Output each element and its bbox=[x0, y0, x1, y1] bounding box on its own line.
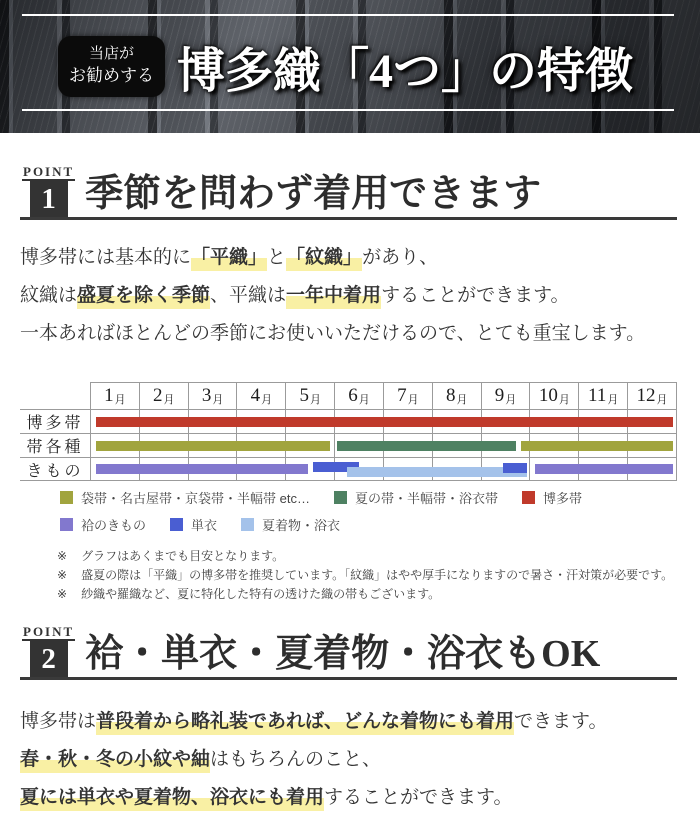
month-unit: 月 bbox=[558, 393, 570, 406]
point1-badge bbox=[22, 165, 75, 217]
hero-banner bbox=[0, 0, 700, 133]
badge-line1: 当店が bbox=[88, 46, 134, 63]
chart-bar bbox=[535, 464, 673, 474]
point2-word: POINT bbox=[23, 624, 75, 639]
highlighted-text: 普段着から略礼装であれば、どんな着物にも着用 bbox=[96, 711, 514, 735]
point1-word: POINT bbox=[23, 164, 75, 179]
month-header-cell bbox=[481, 383, 530, 409]
month-unit: 月 bbox=[407, 393, 419, 406]
point1-section-header bbox=[20, 165, 677, 220]
chart-corner-cell bbox=[20, 382, 90, 409]
text-segment: できます。 bbox=[514, 711, 608, 732]
month-header-cell bbox=[139, 383, 188, 409]
text-segment: することができます。 bbox=[381, 285, 570, 306]
text-segment: と bbox=[267, 247, 287, 268]
month-header-cell bbox=[285, 383, 334, 409]
point1-number: 1 bbox=[30, 181, 68, 217]
legend-item bbox=[522, 488, 582, 507]
highlighted-text: 「平織」 bbox=[191, 247, 267, 271]
note-item bbox=[57, 566, 675, 585]
note-item bbox=[57, 585, 675, 604]
chart-bar bbox=[96, 464, 308, 474]
chart-bar bbox=[521, 441, 673, 451]
point2-title: 袷・単衣・夏着物・浴衣もOK bbox=[85, 633, 601, 676]
month-unit: 月 bbox=[456, 393, 468, 406]
highlighted-text: 「紋織」 bbox=[286, 247, 362, 271]
chart-row-label: きもの bbox=[26, 462, 84, 480]
chart-bar bbox=[96, 441, 330, 451]
chart-bar bbox=[337, 441, 516, 451]
month-unit: 月 bbox=[309, 393, 321, 406]
month-number: 4 bbox=[250, 385, 261, 406]
shop-recommend-badge bbox=[58, 36, 165, 97]
month-header-cell bbox=[627, 383, 676, 409]
chart-row-label: 帯各種 bbox=[26, 439, 84, 456]
month-header-cell bbox=[432, 383, 481, 409]
text-segment: があり、 bbox=[362, 247, 439, 268]
chart-bar bbox=[96, 417, 673, 427]
season-chart bbox=[20, 382, 677, 481]
chart-notes bbox=[57, 547, 675, 604]
note-text: 盛夏の際は「平織」の博多帯を推奨しています。「紋織」はやや厚手になりますので暑さ・汗対策が必要です。 bbox=[81, 568, 674, 582]
point2-paragraph-3 bbox=[20, 786, 680, 810]
chart-row bbox=[20, 433, 677, 457]
point2-paragraph-2 bbox=[20, 748, 680, 772]
text-segment: することができます。 bbox=[324, 787, 513, 808]
month-number: 7 bbox=[397, 385, 407, 406]
legend-item bbox=[170, 515, 217, 534]
month-header-cell bbox=[91, 383, 139, 409]
month-unit: 月 bbox=[358, 393, 370, 406]
note-marker: ※ bbox=[57, 568, 68, 582]
chart-row-grid bbox=[90, 458, 677, 480]
chart-month-header bbox=[20, 382, 677, 409]
legend-label: 夏着物・浴衣 bbox=[262, 518, 341, 533]
month-number: 2 bbox=[152, 385, 163, 406]
legend-label: 袋帯・名古屋帯・京袋帯・半幅帯 etc… bbox=[81, 491, 310, 506]
highlighted-text: 春・秋・冬の小紋や紬 bbox=[20, 749, 210, 773]
legend-item bbox=[241, 515, 340, 534]
point1-paragraphs bbox=[20, 246, 680, 346]
legend-item bbox=[60, 515, 146, 534]
month-header-cell bbox=[188, 383, 237, 409]
note-item bbox=[57, 547, 675, 566]
note-text: 紗織や羅織など、夏に特化した特有の透けた織の帯もございます。 bbox=[81, 587, 441, 601]
point1-title: 季節を問わず着用できます bbox=[85, 173, 542, 216]
month-number: 6 bbox=[348, 385, 358, 406]
month-unit: 月 bbox=[607, 393, 619, 406]
month-number: 1 bbox=[104, 385, 114, 406]
legend-row bbox=[60, 488, 700, 507]
text-segment: 、平織は bbox=[210, 285, 287, 306]
month-header-cell bbox=[578, 383, 627, 409]
text-segment: はもちろんのこと、 bbox=[210, 749, 382, 770]
month-unit: 月 bbox=[656, 393, 668, 406]
highlighted-text: 一年中着用 bbox=[286, 285, 381, 309]
month-number: 10 bbox=[538, 385, 558, 406]
month-number: 5 bbox=[299, 385, 309, 406]
month-number: 11 bbox=[588, 385, 607, 406]
legend-label: 夏の帯・半幅帯・浴衣帯 bbox=[354, 491, 498, 506]
point2-number: 2 bbox=[30, 641, 68, 677]
month-header-cell bbox=[236, 383, 285, 409]
chart-row-label: 博多帯 bbox=[26, 415, 84, 432]
page-title: 博多織「4つ」の特徴 bbox=[177, 45, 634, 98]
text-segment: 一本あればほとんどの季節にお使いいただけるので、とても重宝します。 bbox=[20, 323, 646, 344]
note-marker: ※ bbox=[57, 549, 68, 563]
legend-item bbox=[334, 488, 498, 507]
hero-content bbox=[0, 0, 700, 133]
badge-line2: お勧めする bbox=[69, 65, 154, 85]
month-number: 9 bbox=[494, 385, 505, 406]
chart-row bbox=[20, 409, 677, 433]
month-unit: 月 bbox=[114, 393, 126, 406]
legend-swatch bbox=[334, 491, 347, 504]
note-marker: ※ bbox=[57, 587, 68, 601]
point1-paragraph-3 bbox=[20, 322, 680, 346]
legend-swatch bbox=[522, 491, 535, 504]
chart-month-cells bbox=[90, 382, 677, 409]
legend-label: 袷のきもの bbox=[81, 518, 147, 533]
text-segment: 紋織は bbox=[20, 285, 78, 306]
month-header-cell bbox=[383, 383, 432, 409]
legend-swatch bbox=[60, 518, 73, 531]
text-segment: 博多帯は bbox=[20, 711, 97, 732]
legend-swatch bbox=[60, 491, 73, 504]
month-number: 3 bbox=[201, 385, 212, 406]
legend-item bbox=[60, 488, 310, 507]
chart-row-grid bbox=[90, 434, 677, 457]
month-header-cell bbox=[529, 383, 578, 409]
chart-bar bbox=[503, 463, 527, 473]
point2-paragraph-1 bbox=[20, 710, 680, 734]
month-unit: 月 bbox=[261, 393, 273, 406]
month-unit: 月 bbox=[163, 393, 175, 406]
month-unit: 月 bbox=[212, 393, 224, 406]
legend-label: 単衣 bbox=[191, 518, 218, 533]
chart-bar bbox=[347, 467, 527, 477]
highlighted-text: 夏には単衣や夏着物、浴衣にも着用 bbox=[20, 787, 324, 811]
chart-row-grid bbox=[90, 410, 677, 433]
legend-row bbox=[60, 515, 700, 534]
legend-label: 博多帯 bbox=[542, 491, 582, 506]
month-header-cell bbox=[334, 383, 383, 409]
note-text: グラフはあくまでも目安となります。 bbox=[81, 549, 285, 563]
text-segment: 博多帯には基本的に bbox=[20, 247, 192, 268]
month-unit: 月 bbox=[505, 393, 517, 406]
highlighted-text: 盛夏を除く季節 bbox=[77, 285, 210, 309]
month-number: 8 bbox=[445, 385, 456, 406]
legend-swatch bbox=[241, 518, 254, 531]
chart-legend bbox=[60, 488, 700, 534]
chart-row bbox=[20, 457, 677, 481]
month-number: 12 bbox=[636, 385, 656, 406]
point2-badge bbox=[22, 625, 75, 677]
chart-rows bbox=[20, 409, 677, 481]
legend-swatch bbox=[170, 518, 183, 531]
point2-section-header bbox=[20, 625, 677, 680]
point2-paragraphs bbox=[20, 710, 680, 810]
point1-paragraph-2 bbox=[20, 284, 680, 308]
point1-paragraph-1 bbox=[20, 246, 680, 270]
